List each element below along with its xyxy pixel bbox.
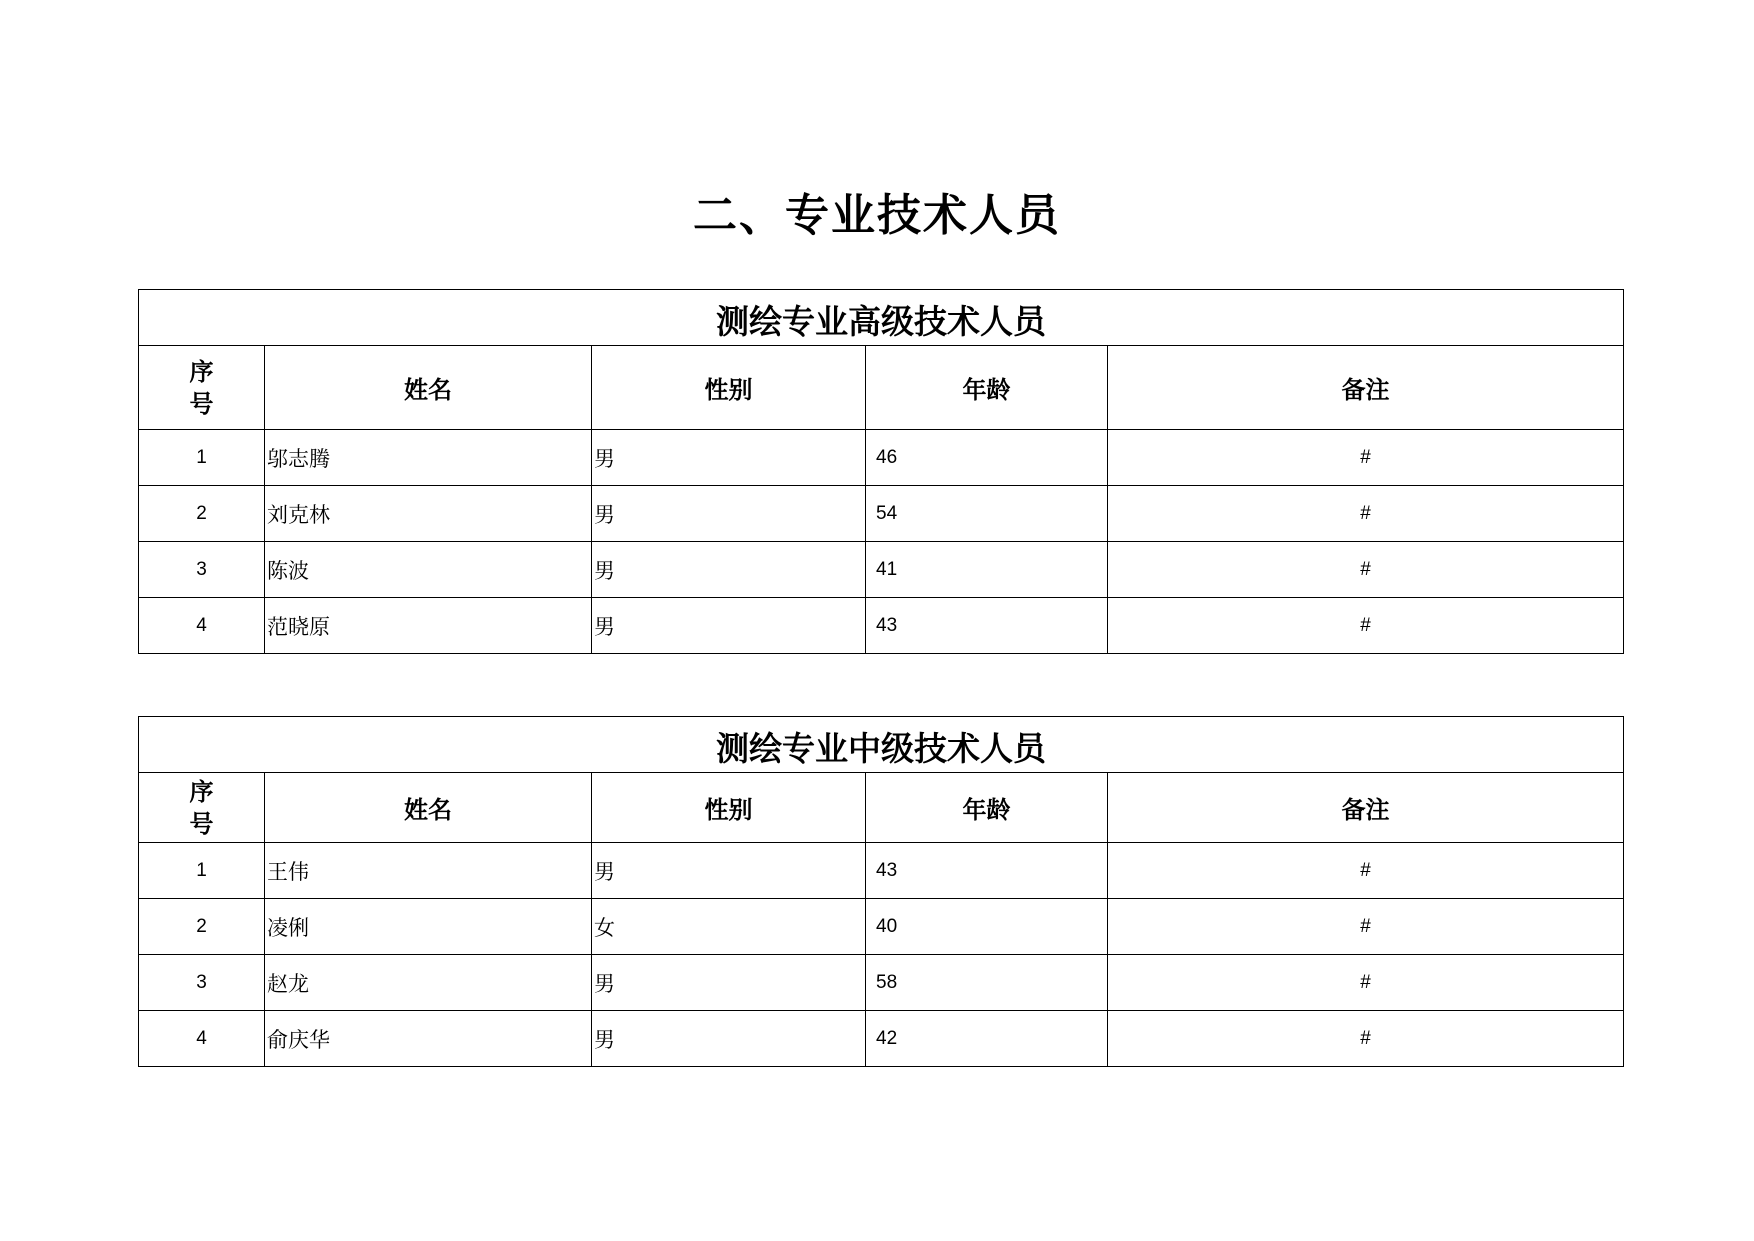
seq-cell: 3	[139, 542, 265, 598]
gender-cell: 男	[592, 542, 866, 598]
gender-cell: 男	[592, 1011, 866, 1067]
age-cell: 58	[866, 955, 1108, 1011]
name-cell: 陈波	[265, 542, 592, 598]
column-header-age: 年龄	[866, 346, 1108, 430]
column-header-note: 备注	[1108, 773, 1624, 843]
column-header-age: 年龄	[866, 773, 1108, 843]
gender-cell: 男	[592, 598, 866, 654]
seq-cell: 4	[139, 1011, 265, 1067]
table-row	[139, 430, 1624, 486]
note-cell: #	[1108, 598, 1624, 654]
column-header-name: 姓名	[265, 773, 592, 843]
note-cell: #	[1108, 899, 1624, 955]
age-cell: 40	[866, 899, 1108, 955]
note-cell: #	[1108, 430, 1624, 486]
note-cell: #	[1108, 542, 1624, 598]
column-header-note: 备注	[1108, 346, 1624, 430]
column-header-gender: 性别	[592, 346, 866, 430]
seq-cell: 2	[139, 486, 265, 542]
age-cell: 43	[866, 843, 1108, 899]
senior-table-title: 测绘专业高级技术人员	[139, 290, 1624, 346]
age-cell: 54	[866, 486, 1108, 542]
name-cell: 邬志腾	[265, 430, 592, 486]
name-cell: 俞庆华	[265, 1011, 592, 1067]
note-cell: #	[1108, 843, 1624, 899]
table-row	[139, 542, 1624, 598]
seq-header-line2: 号	[189, 388, 214, 418]
seq-cell: 1	[139, 843, 265, 899]
gender-cell: 男	[592, 486, 866, 542]
seq-header-line1: 序	[189, 776, 214, 806]
seq-cell: 2	[139, 899, 265, 955]
gender-cell: 女	[592, 899, 866, 955]
table-row	[139, 598, 1624, 654]
table-row	[139, 899, 1624, 955]
page-title: 二、专业技术人员	[693, 190, 1061, 241]
note-cell: #	[1108, 1011, 1624, 1067]
column-header-seq	[139, 346, 265, 430]
age-cell: 42	[866, 1011, 1108, 1067]
seq-cell: 4	[139, 598, 265, 654]
table-row	[139, 486, 1624, 542]
age-cell: 46	[866, 430, 1108, 486]
gender-cell: 男	[592, 430, 866, 486]
note-cell: #	[1108, 486, 1624, 542]
gender-cell: 男	[592, 955, 866, 1011]
name-cell: 刘克林	[265, 486, 592, 542]
seq-header-line1: 序	[189, 356, 214, 386]
age-cell: 41	[866, 542, 1108, 598]
gender-cell: 男	[592, 843, 866, 899]
table-row	[139, 1011, 1624, 1067]
name-cell: 王伟	[265, 843, 592, 899]
seq-cell: 1	[139, 430, 265, 486]
senior-staff-table	[138, 289, 1624, 654]
seq-header-line2: 号	[189, 808, 214, 838]
age-cell: 43	[866, 598, 1108, 654]
column-header-seq	[139, 773, 265, 843]
name-cell: 赵龙	[265, 955, 592, 1011]
seq-cell: 3	[139, 955, 265, 1011]
column-header-name: 姓名	[265, 346, 592, 430]
name-cell: 范晓原	[265, 598, 592, 654]
table-row	[139, 955, 1624, 1011]
name-cell: 凌俐	[265, 899, 592, 955]
intermediate-staff-table	[138, 716, 1624, 1067]
column-header-gender: 性别	[592, 773, 866, 843]
intermediate-table-title: 测绘专业中级技术人员	[139, 717, 1624, 773]
table-row	[139, 843, 1624, 899]
note-cell: #	[1108, 955, 1624, 1011]
